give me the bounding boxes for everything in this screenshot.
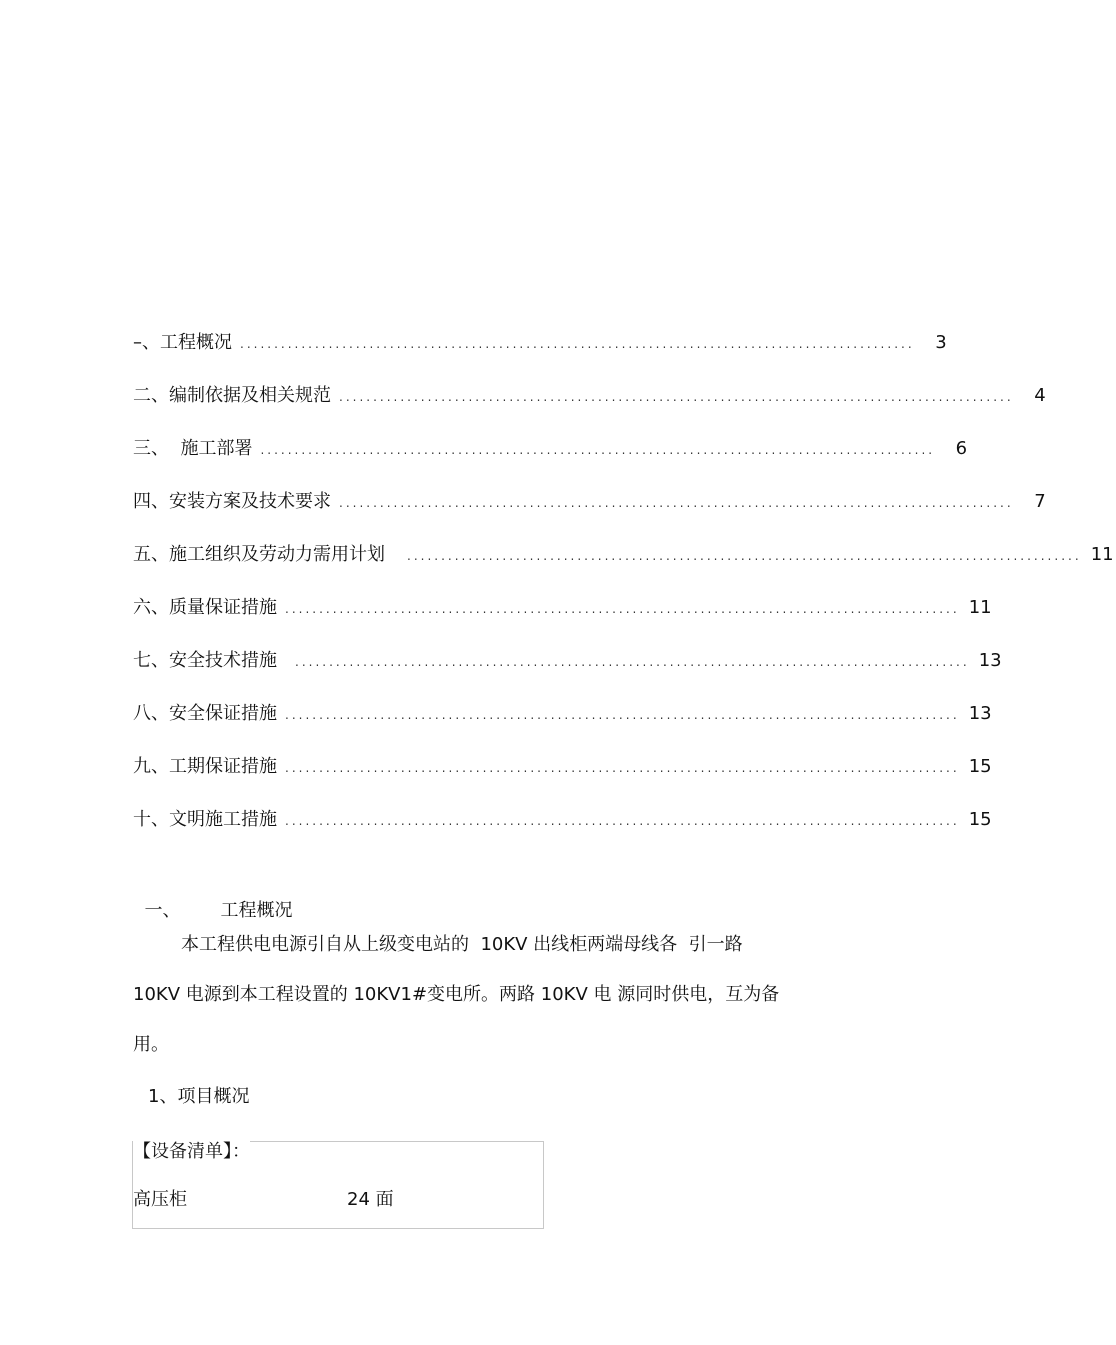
toc-leader-dots: ................................................................................................... [407,549,1082,563]
toc-entry[interactable] [133,532,1114,566]
toc-title: 施工部署 [169,438,253,459]
toc-title: 安全保证措施 [169,703,277,724]
toc-leader-dots: ................................................................................................... [339,496,1014,510]
toc-page-number: 11 [968,597,992,618]
paragraph-line: 用。 [133,1034,169,1055]
toc-number: 四、 [133,491,169,512]
toc-entry[interactable] [133,320,947,354]
toc-title: 工程概况 [160,332,232,353]
toc-page-number: 13 [978,650,1002,671]
section-heading [133,875,292,922]
toc-entry[interactable] [133,585,992,619]
toc-title: 编制依据及相关规范 [169,385,331,406]
toc-title: 安装方案及技术要求 [169,491,331,512]
toc-page-number: 4 [1034,385,1046,406]
toc-page-number: 6 [955,438,968,459]
equipment-item-name: 高压柜 [133,1189,187,1210]
toc-entry[interactable] [133,797,992,831]
toc-entry[interactable] [133,373,1046,407]
toc-number: 八、 [133,703,169,724]
section-title: 工程概况 [220,900,293,921]
toc-leader-dots: ................................................................................................... [285,814,960,828]
toc-number: –、 [133,332,160,353]
paragraph-line: 10KV 电源到本工程设置的 10KV1#变电所。两路 10KV 电 源同时供电，互为备 [133,984,780,1005]
toc-title: 安全技术措施 [169,650,277,671]
toc-number: 十、 [133,809,169,830]
toc-title: 质量保证措施 [169,597,277,618]
toc-leader-dots: ................................................................................................... [285,761,960,775]
toc-number: 三、 [133,438,169,459]
equipment-list-title: 【设备清单】： [133,1137,250,1163]
toc-page-number: 11 [1090,544,1114,565]
toc-number: 七、 [133,650,169,671]
paragraph-line: 本工程供电电源引自从上级变电站的 10KV 出线柜两端母线各 引一路 [181,934,743,955]
section-number: 一、 [144,900,181,921]
subsection-heading: 1、项目概况 [148,1086,250,1107]
toc-leader-dots: ................................................................................................... [339,390,1014,404]
toc-title: 文明施工措施 [169,809,277,830]
toc-leader-dots: ................................................................................................... [285,708,960,722]
toc-leader-dots: ................................................................................................... [295,655,970,669]
toc-page-number: 3 [935,332,947,353]
toc-leader-dots: ................................................................................................... [240,337,915,351]
toc-entry[interactable] [133,479,1046,513]
toc-entry[interactable] [133,638,1002,672]
toc-leader-dots: ................................................................................................... [285,602,960,616]
toc-number: 六、 [133,597,169,618]
toc-page-number: 15 [968,756,992,777]
toc-number: 二、 [133,385,169,406]
toc-entry[interactable] [133,691,992,725]
toc-number: 九、 [133,756,169,777]
toc-title: 施工组织及劳动力需用计划 [169,544,385,565]
body-paragraph [133,920,833,1070]
toc-entry[interactable] [133,426,968,460]
equipment-item-quantity: 24 面 [347,1189,394,1210]
toc-page-number: 15 [968,809,992,830]
toc-leader-dots: ................................................................................................... [260,443,936,457]
toc-page-number: 13 [968,703,992,724]
toc-entry[interactable] [133,744,992,778]
toc-page-number: 7 [1034,491,1046,512]
toc-number: 五、 [133,544,169,565]
toc-title: 工期保证措施 [169,756,277,777]
